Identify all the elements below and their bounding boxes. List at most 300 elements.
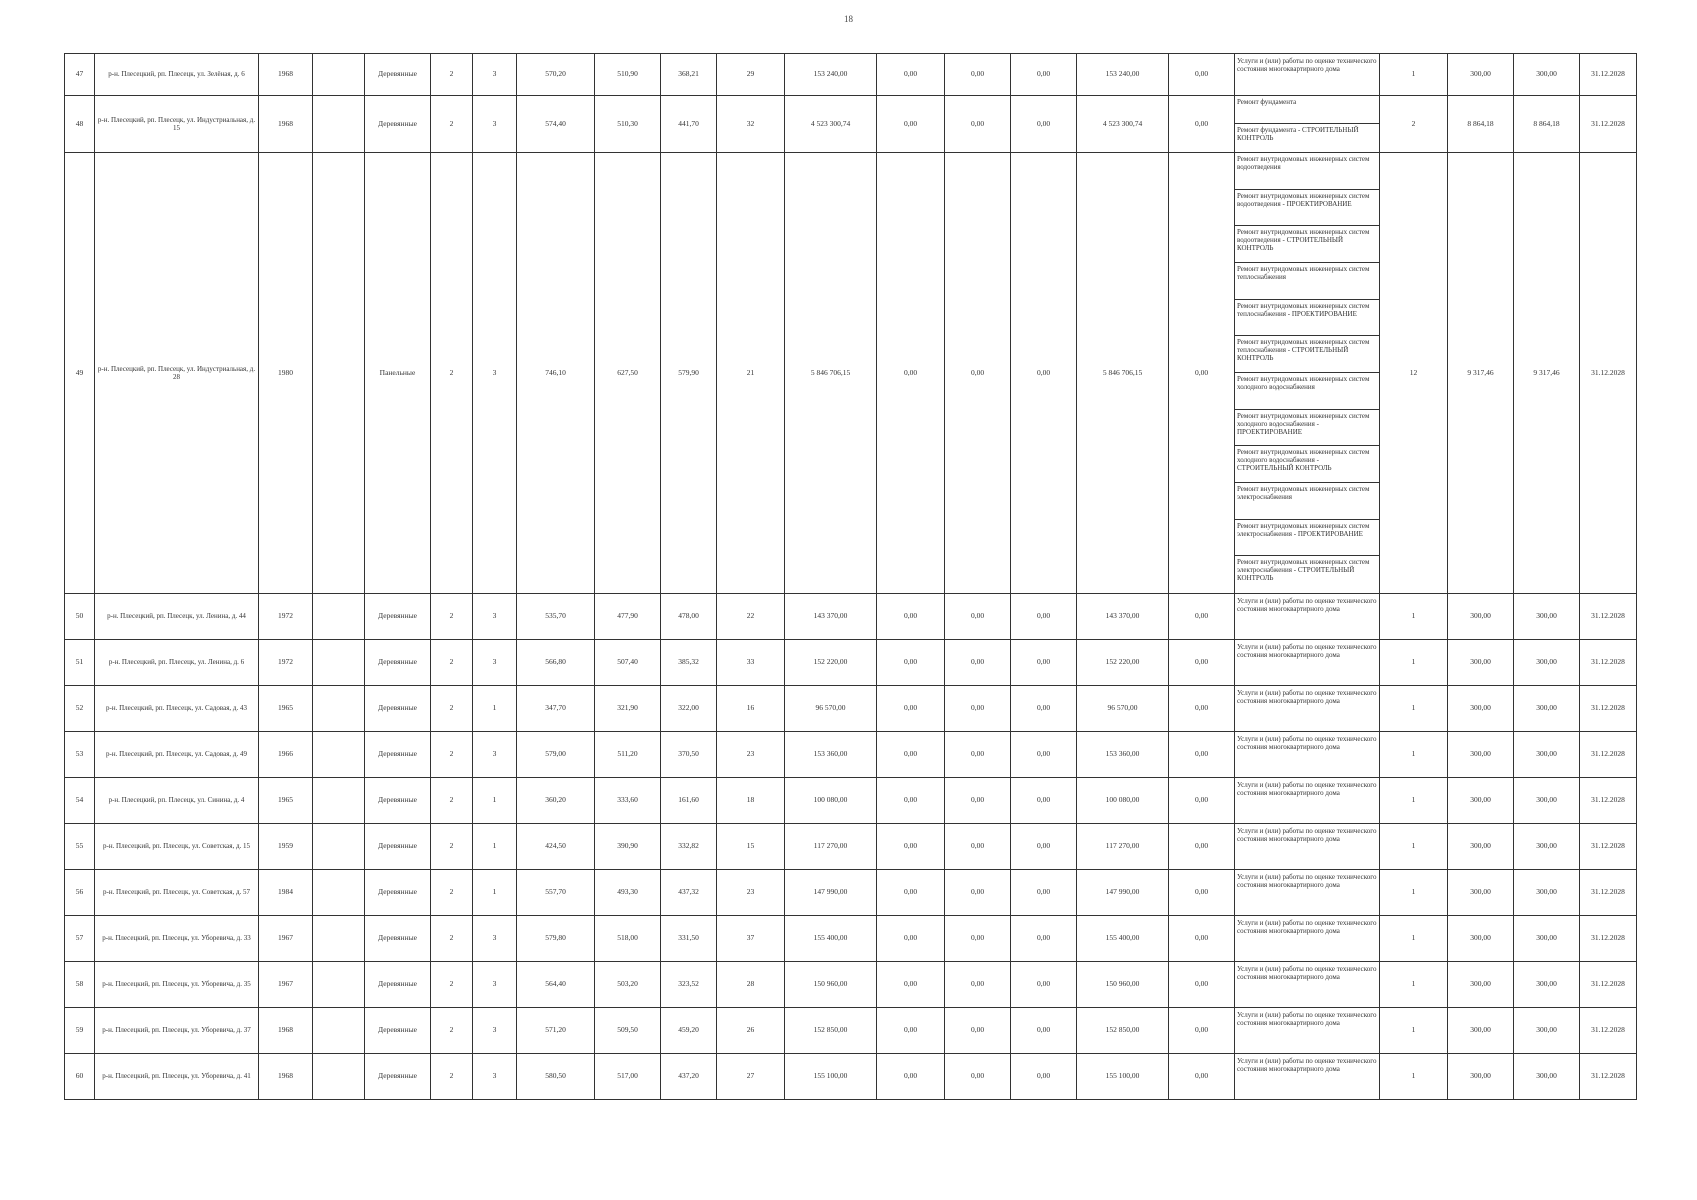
cell-blank: [313, 1007, 365, 1053]
cell-deadline: 31.12.2028: [1580, 153, 1637, 594]
cell-fund-owners: 147 990,00: [1077, 869, 1169, 915]
cell-residents: 15: [717, 823, 785, 869]
work-item: Ремонт внутридомовых инженерных систем электроснабжения - ПРОЕКТИРОВАНИЕ: [1235, 520, 1379, 557]
cell-material: Деревянные: [365, 96, 431, 153]
cell-works-count: 1: [1380, 777, 1448, 823]
work-item: Услуги и (или) работы по оценке технического состояния многоквартирного дома: [1237, 1056, 1377, 1073]
cell-unit-cost: 300,00: [1448, 1053, 1514, 1099]
cell-fund-federal: 0,00: [877, 54, 945, 96]
cell-max-unit-cost: 300,00: [1514, 961, 1580, 1007]
cell-material: Деревянные: [365, 639, 431, 685]
cell-private-area: 437,20: [661, 1053, 717, 1099]
cell-max-unit-cost: 300,00: [1514, 639, 1580, 685]
cell-year: 1967: [259, 915, 313, 961]
cell-fund-owners: 155 100,00: [1077, 1053, 1169, 1099]
cell-fund-owners: 152 220,00: [1077, 639, 1169, 685]
cell-address: р-н. Плесецкий, рп. Плесецк, ул. Синина, д. 4: [95, 777, 259, 823]
cell-works-count: 1: [1380, 685, 1448, 731]
cell-floors: 2: [431, 1007, 473, 1053]
cell-residents: 16: [717, 685, 785, 731]
cell-address: р-н. Плесецкий, рп. Плесецк, ул. Зелёная, д. 6: [95, 54, 259, 96]
cell-fund-other: 0,00: [1169, 823, 1235, 869]
cell-no: 52: [65, 685, 95, 731]
cell-max-unit-cost: 8 864,18: [1514, 96, 1580, 153]
cell-fund-local: 0,00: [1011, 777, 1077, 823]
cell-fund-other: 0,00: [1169, 1007, 1235, 1053]
cell-living-area: 477,90: [595, 593, 661, 639]
cell-address: р-н. Плесецкий, рп. Плесецк, ул. Советская, д. 57: [95, 869, 259, 915]
cell-deadline: 31.12.2028: [1580, 869, 1637, 915]
cell-no: 54: [65, 777, 95, 823]
cell-works-count: 1: [1380, 54, 1448, 96]
cell-entrances: 1: [473, 777, 517, 823]
works-cell: [1235, 1007, 1380, 1053]
cell-cost-total: 155 100,00: [785, 1053, 877, 1099]
cell-unit-cost: 300,00: [1448, 1007, 1514, 1053]
cell-blank: [313, 777, 365, 823]
cell-entrances: 3: [473, 639, 517, 685]
cell-fund-owners: 4 523 300,74: [1077, 96, 1169, 153]
cell-unit-cost: 300,00: [1448, 961, 1514, 1007]
cell-fund-region: 0,00: [945, 731, 1011, 777]
cell-unit-cost: 300,00: [1448, 869, 1514, 915]
cell-no: 56: [65, 869, 95, 915]
cell-year: 1984: [259, 869, 313, 915]
cell-fund-region: 0,00: [945, 96, 1011, 153]
cell-total-area: 571,20: [517, 1007, 595, 1053]
cell-cost-total: 152 220,00: [785, 639, 877, 685]
cell-floors: 2: [431, 639, 473, 685]
cell-no: 50: [65, 593, 95, 639]
cell-total-area: 360,20: [517, 777, 595, 823]
cell-max-unit-cost: 300,00: [1514, 685, 1580, 731]
cell-unit-cost: 9 317,46: [1448, 153, 1514, 594]
cell-fund-local: 0,00: [1011, 1007, 1077, 1053]
cell-total-area: 580,50: [517, 1053, 595, 1099]
cell-blank: [313, 731, 365, 777]
cell-cost-total: 96 570,00: [785, 685, 877, 731]
cell-fund-local: 0,00: [1011, 1053, 1077, 1099]
cell-fund-owners: 150 960,00: [1077, 961, 1169, 1007]
cell-entrances: 3: [473, 915, 517, 961]
cell-residents: 37: [717, 915, 785, 961]
cell-total-area: 424,50: [517, 823, 595, 869]
cell-living-area: 627,50: [595, 153, 661, 594]
cell-fund-local: 0,00: [1011, 961, 1077, 1007]
cell-residents: 22: [717, 593, 785, 639]
cell-residents: 26: [717, 1007, 785, 1053]
cell-material: Панельные: [365, 153, 431, 594]
cell-cost-total: 152 850,00: [785, 1007, 877, 1053]
cell-floors: 2: [431, 96, 473, 153]
cell-works-count: 1: [1380, 823, 1448, 869]
cell-residents: 21: [717, 153, 785, 594]
cell-fund-owners: 96 570,00: [1077, 685, 1169, 731]
cell-material: Деревянные: [365, 961, 431, 1007]
cell-fund-other: 0,00: [1169, 961, 1235, 1007]
cell-entrances: 1: [473, 869, 517, 915]
table-row: [65, 639, 1637, 685]
table-body: [65, 54, 1637, 1100]
cell-deadline: 31.12.2028: [1580, 593, 1637, 639]
cell-cost-total: 147 990,00: [785, 869, 877, 915]
cell-total-area: 566,80: [517, 639, 595, 685]
cell-entrances: 3: [473, 731, 517, 777]
cell-address: р-н. Плесецкий, рп. Плесецк, ул. Садовая, д. 43: [95, 685, 259, 731]
cell-year: 1972: [259, 593, 313, 639]
work-item: Услуги и (или) работы по оценке технического состояния многоквартирного дома: [1237, 688, 1377, 705]
works-cell: [1235, 593, 1380, 639]
cell-entrances: 3: [473, 1053, 517, 1099]
cell-max-unit-cost: 300,00: [1514, 1007, 1580, 1053]
cell-fund-region: 0,00: [945, 1053, 1011, 1099]
works-cell: [1235, 54, 1380, 96]
cell-private-area: 323,52: [661, 961, 717, 1007]
cell-address: р-н. Плесецкий, рп. Плесецк, ул. Уборевича, д. 37: [95, 1007, 259, 1053]
cell-unit-cost: 300,00: [1448, 823, 1514, 869]
cell-fund-local: 0,00: [1011, 685, 1077, 731]
cell-private-area: 161,60: [661, 777, 717, 823]
cell-residents: 18: [717, 777, 785, 823]
cell-fund-owners: 5 846 706,15: [1077, 153, 1169, 594]
cell-fund-federal: 0,00: [877, 777, 945, 823]
cell-year: 1968: [259, 1007, 313, 1053]
cell-floors: 2: [431, 777, 473, 823]
cell-max-unit-cost: 300,00: [1514, 869, 1580, 915]
cell-floors: 2: [431, 823, 473, 869]
cell-deadline: 31.12.2028: [1580, 96, 1637, 153]
works-cell: [1235, 869, 1380, 915]
cell-private-area: 459,20: [661, 1007, 717, 1053]
cell-fund-federal: 0,00: [877, 639, 945, 685]
cell-works-count: 2: [1380, 96, 1448, 153]
work-item: Услуги и (или) работы по оценке технического состояния многоквартирного дома: [1237, 918, 1377, 935]
cell-fund-local: 0,00: [1011, 639, 1077, 685]
cell-material: Деревянные: [365, 1053, 431, 1099]
cell-material: Деревянные: [365, 54, 431, 96]
work-item: Ремонт внутридомовых инженерных систем водоотведения - СТРОИТЕЛЬНЫЙ КОНТРОЛЬ: [1235, 226, 1379, 263]
cell-private-area: 331,50: [661, 915, 717, 961]
cell-max-unit-cost: 300,00: [1514, 54, 1580, 96]
cell-year: 1965: [259, 685, 313, 731]
cell-fund-owners: 143 370,00: [1077, 593, 1169, 639]
cell-fund-other: 0,00: [1169, 685, 1235, 731]
cell-fund-other: 0,00: [1169, 593, 1235, 639]
cell-fund-federal: 0,00: [877, 153, 945, 594]
cell-fund-region: 0,00: [945, 153, 1011, 594]
cell-fund-local: 0,00: [1011, 915, 1077, 961]
cell-living-area: 503,20: [595, 961, 661, 1007]
work-item: Ремонт внутридомовых инженерных систем электроснабжения - СТРОИТЕЛЬНЫЙ КОНТРОЛЬ: [1237, 558, 1370, 583]
cell-total-area: 579,00: [517, 731, 595, 777]
cell-material: Деревянные: [365, 1007, 431, 1053]
cell-material: Деревянные: [365, 869, 431, 915]
cell-unit-cost: 300,00: [1448, 54, 1514, 96]
cell-address: р-н. Плесецкий, рп. Плесецк, ул. Уборевича, д. 35: [95, 961, 259, 1007]
cell-fund-federal: 0,00: [877, 593, 945, 639]
cell-fund-region: 0,00: [945, 593, 1011, 639]
cell-fund-local: 0,00: [1011, 731, 1077, 777]
cell-blank: [313, 153, 365, 594]
cell-private-area: 385,32: [661, 639, 717, 685]
cell-works-count: 1: [1380, 639, 1448, 685]
table-row: [65, 823, 1637, 869]
cell-fund-owners: 153 240,00: [1077, 54, 1169, 96]
cell-no: 47: [65, 54, 95, 96]
cell-fund-federal: 0,00: [877, 685, 945, 731]
cell-deadline: 31.12.2028: [1580, 961, 1637, 1007]
table-row: [65, 915, 1637, 961]
cell-floors: 2: [431, 961, 473, 1007]
cell-deadline: 31.12.2028: [1580, 54, 1637, 96]
cell-unit-cost: 300,00: [1448, 915, 1514, 961]
cell-fund-owners: 152 850,00: [1077, 1007, 1169, 1053]
cell-no: 53: [65, 731, 95, 777]
cell-fund-region: 0,00: [945, 961, 1011, 1007]
cell-living-area: 517,00: [595, 1053, 661, 1099]
cell-fund-federal: 0,00: [877, 823, 945, 869]
cell-address: р-н. Плесецкий, рп. Плесецк, ул. Ленина, д. 6: [95, 639, 259, 685]
cell-max-unit-cost: 300,00: [1514, 1053, 1580, 1099]
table-row: [65, 869, 1637, 915]
cell-total-area: 564,40: [517, 961, 595, 1007]
cell-unit-cost: 8 864,18: [1448, 96, 1514, 153]
cell-max-unit-cost: 300,00: [1514, 731, 1580, 777]
cell-cost-total: 100 080,00: [785, 777, 877, 823]
work-item: Ремонт внутридомовых инженерных систем водоотведения: [1235, 153, 1379, 190]
cell-fund-region: 0,00: [945, 639, 1011, 685]
cell-fund-local: 0,00: [1011, 153, 1077, 594]
cell-cost-total: 5 846 706,15: [785, 153, 877, 594]
cell-max-unit-cost: 300,00: [1514, 823, 1580, 869]
cell-floors: 2: [431, 54, 473, 96]
cell-unit-cost: 300,00: [1448, 777, 1514, 823]
cell-fund-other: 0,00: [1169, 153, 1235, 594]
cell-year: 1972: [259, 639, 313, 685]
cell-fund-region: 0,00: [945, 915, 1011, 961]
cell-fund-owners: 155 400,00: [1077, 915, 1169, 961]
cell-year: 1967: [259, 961, 313, 1007]
cell-entrances: 3: [473, 961, 517, 1007]
cell-floors: 2: [431, 869, 473, 915]
cell-living-area: 493,30: [595, 869, 661, 915]
work-item: Услуги и (или) работы по оценке технического состояния многоквартирного дома: [1237, 1010, 1377, 1027]
cell-fund-other: 0,00: [1169, 731, 1235, 777]
cell-residents: 29: [717, 54, 785, 96]
cell-fund-local: 0,00: [1011, 96, 1077, 153]
work-item: Услуги и (или) работы по оценке технического состояния многоквартирного дома: [1237, 780, 1377, 797]
cell-blank: [313, 639, 365, 685]
work-item: Ремонт внутридомовых инженерных систем холодного водоснабжения - ПРОЕКТИРОВАНИЕ: [1235, 410, 1379, 447]
cell-year: 1965: [259, 777, 313, 823]
work-item: Ремонт внутридомовых инженерных систем холодного водоснабжения: [1235, 373, 1379, 410]
cell-works-count: 1: [1380, 593, 1448, 639]
cell-fund-local: 0,00: [1011, 593, 1077, 639]
cell-cost-total: 153 240,00: [785, 54, 877, 96]
cell-no: 57: [65, 915, 95, 961]
table-row: [65, 54, 1637, 96]
cell-cost-total: 117 270,00: [785, 823, 877, 869]
work-item: Ремонт фундамента: [1235, 96, 1379, 124]
cell-living-area: 390,90: [595, 823, 661, 869]
cell-fund-federal: 0,00: [877, 961, 945, 1007]
cell-blank: [313, 1053, 365, 1099]
cell-no: 59: [65, 1007, 95, 1053]
cell-fund-region: 0,00: [945, 685, 1011, 731]
cell-works-count: 12: [1380, 153, 1448, 594]
work-item: Ремонт внутридомовых инженерных систем теплоснабжения - СТРОИТЕЛЬНЫЙ КОНТРОЛЬ: [1235, 336, 1379, 373]
cell-private-area: 368,21: [661, 54, 717, 96]
cell-fund-region: 0,00: [945, 777, 1011, 823]
cell-fund-owners: 117 270,00: [1077, 823, 1169, 869]
cell-private-area: 579,90: [661, 153, 717, 594]
cell-material: Деревянные: [365, 915, 431, 961]
cell-cost-total: 143 370,00: [785, 593, 877, 639]
cell-address: р-н. Плесецкий, рп. Плесецк, ул. Ленина, д. 44: [95, 593, 259, 639]
cell-blank: [313, 96, 365, 153]
cell-address: р-н. Плесецкий, рп. Плесецк, ул. Садовая, д. 49: [95, 731, 259, 777]
works-cell: [1235, 961, 1380, 1007]
cell-living-area: 509,50: [595, 1007, 661, 1053]
cell-works-count: 1: [1380, 869, 1448, 915]
cell-fund-federal: 0,00: [877, 1007, 945, 1053]
cell-max-unit-cost: 300,00: [1514, 593, 1580, 639]
cell-fund-other: 0,00: [1169, 777, 1235, 823]
cell-fund-other: 0,00: [1169, 1053, 1235, 1099]
cell-entrances: 1: [473, 823, 517, 869]
cell-entrances: 3: [473, 54, 517, 96]
cell-unit-cost: 300,00: [1448, 593, 1514, 639]
work-item: Ремонт внутридомовых инженерных систем теплоснабжения: [1235, 263, 1379, 300]
table-row: [65, 685, 1637, 731]
cell-private-area: 441,70: [661, 96, 717, 153]
cell-floors: 2: [431, 1053, 473, 1099]
page-number: 18: [844, 14, 853, 24]
cell-living-area: 510,30: [595, 96, 661, 153]
cell-blank: [313, 915, 365, 961]
work-item: Услуги и (или) работы по оценке технического состояния многоквартирного дома: [1237, 57, 1377, 74]
cell-address: р-н. Плесецкий, рп. Плесецк, ул. Индустриальная, д. 28: [95, 153, 259, 594]
cell-year: 1968: [259, 54, 313, 96]
cell-max-unit-cost: 300,00: [1514, 915, 1580, 961]
work-item: Услуги и (или) работы по оценке технического состояния многоквартирного дома: [1237, 872, 1377, 889]
cell-floors: 2: [431, 593, 473, 639]
cell-deadline: 31.12.2028: [1580, 731, 1637, 777]
cell-works-count: 1: [1380, 961, 1448, 1007]
works-cell: [1235, 1053, 1380, 1099]
cell-cost-total: 4 523 300,74: [785, 96, 877, 153]
cell-unit-cost: 300,00: [1448, 639, 1514, 685]
cell-deadline: 31.12.2028: [1580, 1053, 1637, 1099]
cell-fund-owners: 100 080,00: [1077, 777, 1169, 823]
cell-no: 58: [65, 961, 95, 1007]
table-row: [65, 777, 1637, 823]
cell-year: 1968: [259, 96, 313, 153]
cell-fund-other: 0,00: [1169, 869, 1235, 915]
table-row: [65, 1053, 1637, 1099]
cell-year: 1959: [259, 823, 313, 869]
work-item: Услуги и (или) работы по оценке технического состояния многоквартирного дома: [1237, 826, 1377, 843]
cell-private-area: 437,32: [661, 869, 717, 915]
cell-no: 51: [65, 639, 95, 685]
repair-program-table: [64, 53, 1637, 1100]
cell-fund-local: 0,00: [1011, 823, 1077, 869]
cell-entrances: 1: [473, 685, 517, 731]
cell-private-area: 332,82: [661, 823, 717, 869]
work-item: Ремонт внутридомовых инженерных систем электроснабжения: [1235, 483, 1379, 520]
cell-entrances: 3: [473, 96, 517, 153]
cell-floors: 2: [431, 915, 473, 961]
cell-fund-federal: 0,00: [877, 915, 945, 961]
works-cell: [1235, 685, 1380, 731]
cell-material: Деревянные: [365, 731, 431, 777]
cell-total-area: 579,80: [517, 915, 595, 961]
cell-residents: 23: [717, 731, 785, 777]
cell-unit-cost: 300,00: [1448, 685, 1514, 731]
cell-address: р-н. Плесецкий, рп. Плесецк, ул. Советская, д. 15: [95, 823, 259, 869]
cell-fund-local: 0,00: [1011, 54, 1077, 96]
cell-total-area: 347,70: [517, 685, 595, 731]
works-cell: [1235, 777, 1380, 823]
cell-cost-total: 150 960,00: [785, 961, 877, 1007]
cell-material: Деревянные: [365, 777, 431, 823]
work-item: Услуги и (или) работы по оценке технического состояния многоквартирного дома: [1237, 734, 1377, 751]
cell-entrances: 3: [473, 153, 517, 594]
cell-blank: [313, 685, 365, 731]
cell-deadline: 31.12.2028: [1580, 639, 1637, 685]
work-item: Ремонт внутридомовых инженерных систем водоотведения - ПРОЕКТИРОВАНИЕ: [1235, 190, 1379, 227]
cell-year: 1968: [259, 1053, 313, 1099]
cell-works-count: 1: [1380, 731, 1448, 777]
works-cell: [1235, 96, 1380, 153]
cell-floors: 2: [431, 731, 473, 777]
cell-total-area: 574,40: [517, 96, 595, 153]
cell-floors: 2: [431, 153, 473, 594]
work-item: Услуги и (или) работы по оценке технического состояния многоквартирного дома: [1237, 964, 1377, 981]
cell-entrances: 3: [473, 593, 517, 639]
work-item: Услуги и (или) работы по оценке технического состояния многоквартирного дома: [1237, 642, 1377, 659]
cell-cost-total: 155 400,00: [785, 915, 877, 961]
table-row: [65, 961, 1637, 1007]
cell-max-unit-cost: 300,00: [1514, 777, 1580, 823]
works-cell: [1235, 639, 1380, 685]
cell-fund-region: 0,00: [945, 869, 1011, 915]
cell-residents: 32: [717, 96, 785, 153]
cell-total-area: 535,70: [517, 593, 595, 639]
cell-fund-federal: 0,00: [877, 1053, 945, 1099]
cell-blank: [313, 593, 365, 639]
cell-deadline: 31.12.2028: [1580, 777, 1637, 823]
cell-fund-other: 0,00: [1169, 96, 1235, 153]
cell-material: Деревянные: [365, 593, 431, 639]
table-row: [65, 731, 1637, 777]
cell-address: р-н. Плесецкий, рп. Плесецк, ул. Уборевича, д. 33: [95, 915, 259, 961]
cell-residents: 23: [717, 869, 785, 915]
cell-deadline: 31.12.2028: [1580, 1007, 1637, 1053]
cell-deadline: 31.12.2028: [1580, 823, 1637, 869]
table-row: [65, 593, 1637, 639]
cell-total-area: 746,10: [517, 153, 595, 594]
cell-residents: 28: [717, 961, 785, 1007]
cell-deadline: 31.12.2028: [1580, 915, 1637, 961]
cell-fund-other: 0,00: [1169, 54, 1235, 96]
cell-fund-local: 0,00: [1011, 869, 1077, 915]
cell-residents: 27: [717, 1053, 785, 1099]
cell-fund-federal: 0,00: [877, 96, 945, 153]
cell-fund-other: 0,00: [1169, 639, 1235, 685]
cell-fund-region: 0,00: [945, 823, 1011, 869]
cell-living-area: 518,00: [595, 915, 661, 961]
